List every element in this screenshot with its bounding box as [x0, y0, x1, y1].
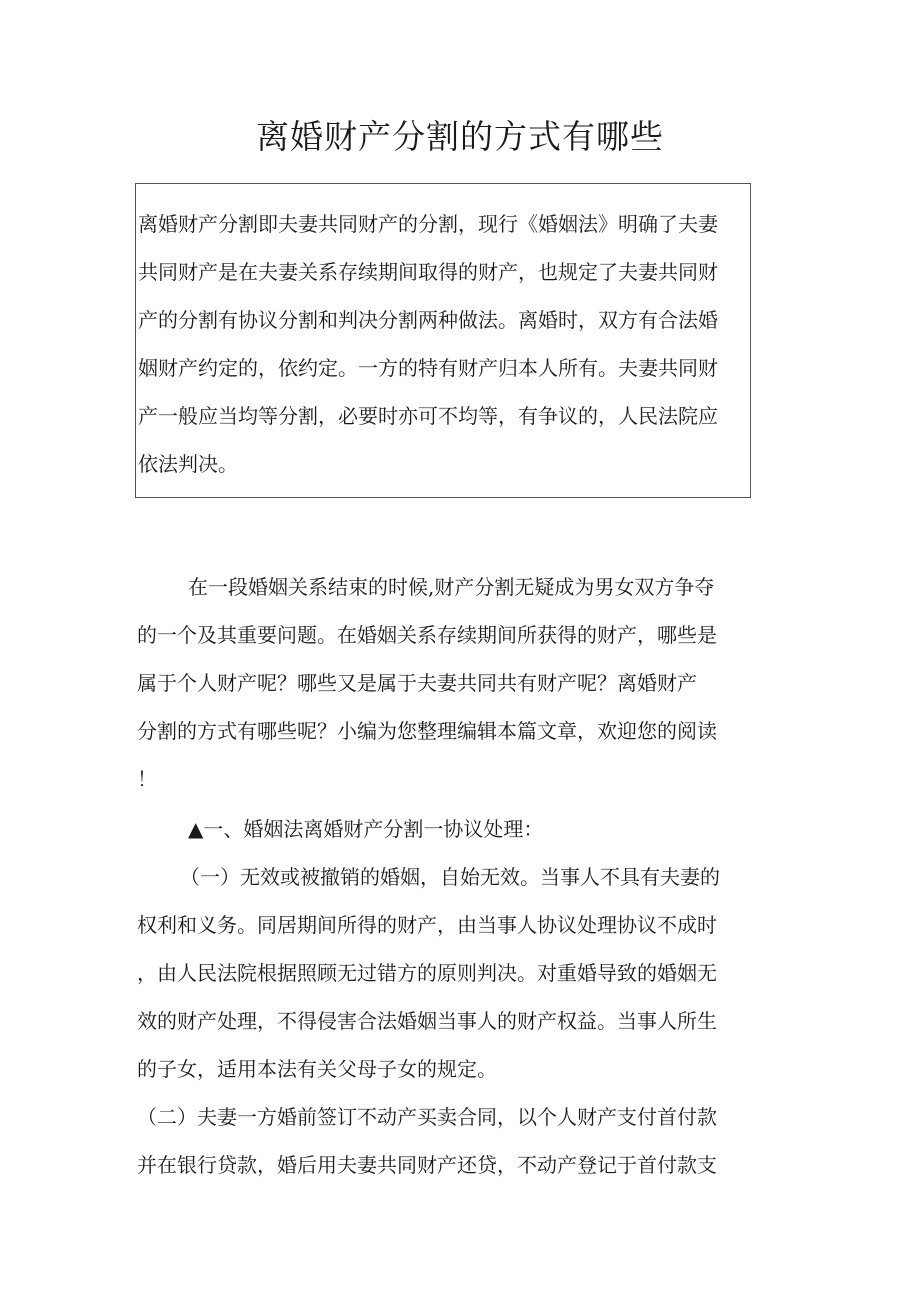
page-title: 离婚财产分割的方式有哪些 [256, 117, 664, 156]
summary-line: 产的分割有协议分割和判决分割两种做法。离婚时，双方有合法婚 [138, 308, 718, 332]
intro-line: 属于个人财产呢？哪些又是属于夫妻共同共有财产呢？离婚财产 [137, 671, 697, 695]
item1-line: 的子女，适用本法有关父母子女的规定。 [137, 1057, 497, 1081]
summary-line: 离婚财产分割即夫妻共同财产的分割，现行《婚姻法》明确了夫妻 [138, 212, 718, 236]
summary-line: 姻财产约定的，依约定。一方的特有财产归本人所有。夫妻共同财 [138, 356, 718, 380]
item1-line: （一）无效或被撤销的婚姻，自始无效。当事人不具有夫妻的 [180, 865, 720, 889]
item1-line: ，由人民法院根据照顾无过错方的原则判决。对重婚导致的婚姻无 [137, 961, 717, 985]
item1-line: 效的财产处理，不得侵害合法婚姻当事人的财产权益。当事人所生 [137, 1009, 717, 1033]
summary-line: 产一般应当均等分割，必要时亦可不均等，有争议的，人民法院应 [138, 404, 718, 428]
item2-line: （二）夫妻一方婚前签订不动产买卖合同，以个人财产支付首付款 [137, 1105, 717, 1129]
section-heading: ▲一、婚姻法离婚财产分割一协议处理： [188, 817, 544, 841]
summary-line: 共同财产是在夫妻关系存续期间取得的财产，也规定了夫妻共同财 [138, 260, 718, 284]
intro-line: 分割的方式有哪些呢？小编为您整理编辑本篇文章，欢迎您的阅读 [137, 719, 717, 743]
item2-line: 并在银行贷款，婚后用夫妻共同财产还贷，不动产登记于首付款支 [137, 1153, 717, 1177]
intro-line: 在一段婚姻关系结束的时候,财产分割无疑成为男女双方争夺 [188, 575, 715, 599]
summary-line: 依法判决。 [138, 452, 238, 476]
item1-line: 权利和义务。同居期间所得的财产，由当事人协议处理协议不成时 [137, 913, 717, 937]
intro-line: 的一个及其重要问题。在婚姻关系存续期间所获得的财产，哪些是 [137, 623, 717, 647]
intro-line: ！ [137, 767, 157, 791]
summary-box [135, 183, 751, 498]
